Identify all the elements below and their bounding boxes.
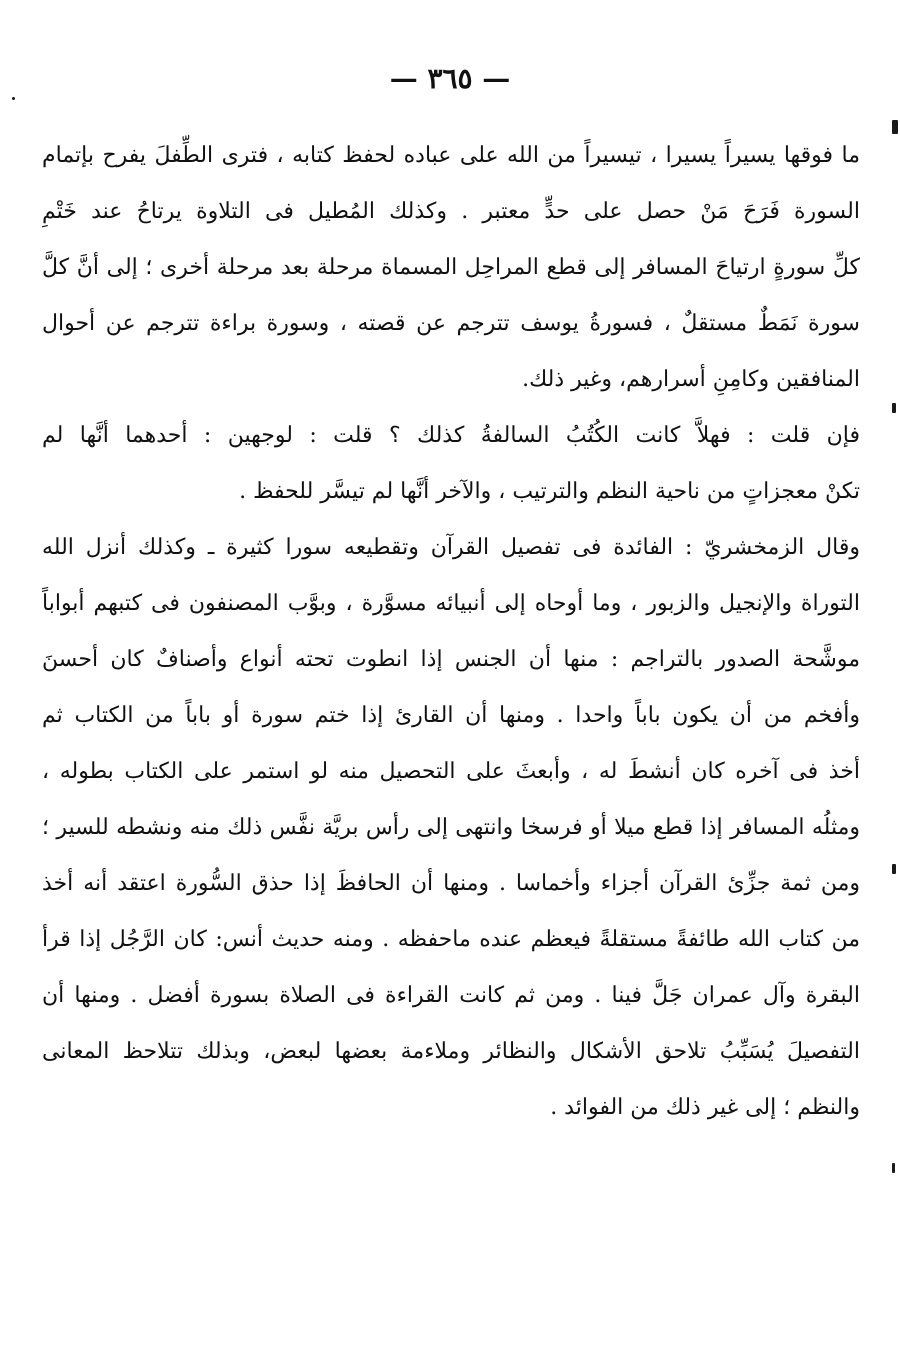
text-line: فإن قلت : فهلاَّ كانت الكُتُبُ السالفةُ كذلك ؟ قلت : لوجهين : أحدهما أنَّها لم — [42, 423, 860, 448]
text-line: والنظم ؛ إلى غير ذلك من الفوائد . — [550, 1095, 860, 1120]
paragraph-2 — [42, 408, 860, 520]
scan-edge-mark — [892, 1163, 895, 1173]
text-line: تكنْ معجزاتٍ من ناحية النظم والترتيب ، والآخر أنَّها لم تيسَّر للحفظ . — [239, 479, 860, 504]
scan-edge-mark — [892, 120, 898, 134]
page-number: — ٣٦٥ — — [389, 62, 511, 95]
text-line: من كتاب الله طائفةً مستقلةً فيعظم عنده ماحفظه . ومنه حديث أنس: كان الرَّجُل إذا قرأ — [42, 927, 860, 952]
scan-edge-mark — [892, 403, 896, 413]
paragraph-1 — [42, 128, 860, 408]
text-line: المنافقين وكامِنِ أسرارهم، وغير ذلك. — [522, 367, 860, 392]
text-line: ومن ثمة جزِّئ القرآن أجزاء وأخماسا . ومنها أن الحافظَ إذا حذق السُّورة اعتقد أنه أخذ — [42, 871, 860, 896]
text-line: السورة فَرَحَ مَنْ حصل على حدٍّ معتبر . وكذلك المُطيل فى التلاوة يرتاحُ عند خَتْمِ — [42, 199, 860, 224]
text-line: موشَّحة الصدور بالتراجم : منها أن الجنس إذا انطوت تحته أنواع وأصنافٌ كان أحسنَ — [42, 647, 860, 672]
text-line: سورة نَمَطٌ مستقلٌ ، فسورةُ يوسف تترجم عن قصته ، وسورة براءة تترجم عن أحوال — [42, 311, 860, 336]
text-line: وقال الزمخشريّ : الفائدة فى تفصيل القرآن وتقطيعه سورا كثيرة ـ وكذلك أنزل الله — [42, 535, 860, 560]
text-line: أخذ فى آخره كان أنشطَ له ، وأبعثَ على التحصيل منه لو استمر على الكتاب بطوله ، — [42, 759, 860, 784]
text-line: التفصيلَ يُسَبِّبُ تلاحق الأشكال والنظائر وملاءمة بعضها لبعض، وبذلك تتلاحظ المعانى — [42, 1039, 860, 1064]
text-line: ومثلُه المسافر إذا قطع ميلا أو فرسخا وانتهى إلى رأس بريَّة نفَّس ذلك منه ونشطه للسير ؛ — [42, 815, 860, 840]
text-line: ما فوقها يسيراً يسيرا ، تيسيراً من الله على عباده لحفظ كتابه ، فترى الطِّفلَ يفرح بإتمام — [42, 143, 860, 168]
text-line: التوراة والإنجيل والزبور ، وما أوحاه إلى أنبيائه مسوَّرة ، وبوَّب المصنفون فى كتبهم أبواباً — [42, 591, 860, 616]
scan-edge-mark — [892, 864, 896, 874]
text-line: البقرة وآل عمران جَلَّ فينا . ومن ثم كانت القراءة فى الصلاة بسورة أفضل . ومنها أن — [42, 983, 860, 1008]
scan-speck — [12, 97, 15, 100]
paragraph-3 — [42, 520, 860, 1136]
text-line: وأفخم من أن يكون باباً واحدا . ومنها أن القارئ إذا ختم سورة أو باباً من الكتاب ثم — [42, 703, 860, 728]
text-line: كلِّ سورةٍ ارتياحَ المسافر إلى قطع المراحِل المسماة مرحلة بعد مرحلة أخرى ؛ إلى أنَّ كلَّ — [42, 255, 860, 280]
